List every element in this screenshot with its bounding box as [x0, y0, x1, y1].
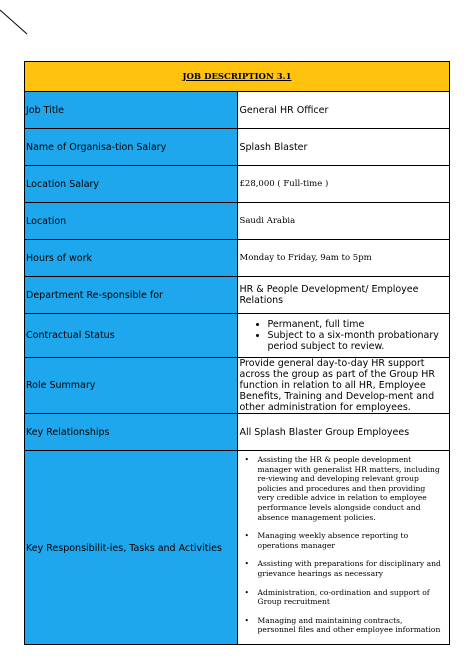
row-organisation [25, 129, 450, 166]
row-relationships [25, 414, 450, 451]
job-title-value: General HR Officer [237, 92, 450, 129]
contractual-item: • Permanent, full time [268, 319, 448, 330]
responsibilities-label: Key Responsibilit-ies, Tasks and Activities [25, 451, 238, 645]
job-description-table [24, 61, 450, 645]
row-location [25, 203, 450, 240]
location-salary-label: Location Salary [25, 166, 238, 203]
responsibility-item: • Managing weekly absence reporting to operations manager [244, 531, 444, 550]
responsibility-item: • Assisting with preparations for disciplinary and grievance hearings as necessary [244, 559, 444, 578]
department-label: Department Re-sponsible for [25, 277, 238, 314]
row-hours [25, 240, 450, 277]
responsibility-item: • Managing and maintaining contracts, personnel files and other employee information [244, 616, 444, 635]
location-salary-value: £28,000 ( Full-time ) [237, 166, 450, 203]
responsibilities-value [237, 451, 450, 645]
organisation-value: Splash Blaster [237, 129, 450, 166]
hours-value: Monday to Friday, 9am to 5pm [237, 240, 450, 277]
row-responsibilities [25, 451, 450, 645]
job-title-label: Job Title [25, 92, 238, 129]
responsibilities-list [240, 451, 448, 635]
header-row [25, 62, 450, 92]
responsibility-item: • Administration, co-ordination and support of Group recruitment [244, 588, 444, 607]
contractual-value [237, 314, 450, 358]
role-summary-label: Role Summary [25, 358, 238, 414]
location-value: Saudi Arabia [237, 203, 450, 240]
location-label: Location [25, 203, 238, 240]
corner-mark [0, 0, 40, 40]
document-title: JOB DESCRIPTION 3.1 [25, 62, 450, 92]
contractual-label: Contractual Status [25, 314, 238, 358]
row-department [25, 277, 450, 314]
hours-label: Hours of work [25, 240, 238, 277]
organisation-label: Name of Organisa-tion Salary [25, 129, 238, 166]
relationships-label: Key Relationships [25, 414, 238, 451]
department-value: HR & People Development/ Employee Relations [237, 277, 450, 314]
contractual-item: • Subject to a six-month probationary period subject to review. [268, 330, 448, 352]
responsibility-item: • Assisting the HR & people development manager with generalist HR matters, including re-viewing and developing relevant group policies and procedures and then providing very credible advice in relation to employee performance levels alongside conduct and absence management policies. [244, 455, 444, 522]
role-summary-value: Provide general day-to-day HR support across the group as part of the Group HR function in relation to all HR, Employee Benefits, Training and Develop-ment and other administration for employees. [237, 358, 450, 414]
contractual-list [240, 319, 448, 352]
relationships-value: All Splash Blaster Group Employees [237, 414, 450, 451]
row-role-summary [25, 358, 450, 414]
row-location-salary [25, 166, 450, 203]
row-job-title [25, 92, 450, 129]
row-contractual [25, 314, 450, 358]
